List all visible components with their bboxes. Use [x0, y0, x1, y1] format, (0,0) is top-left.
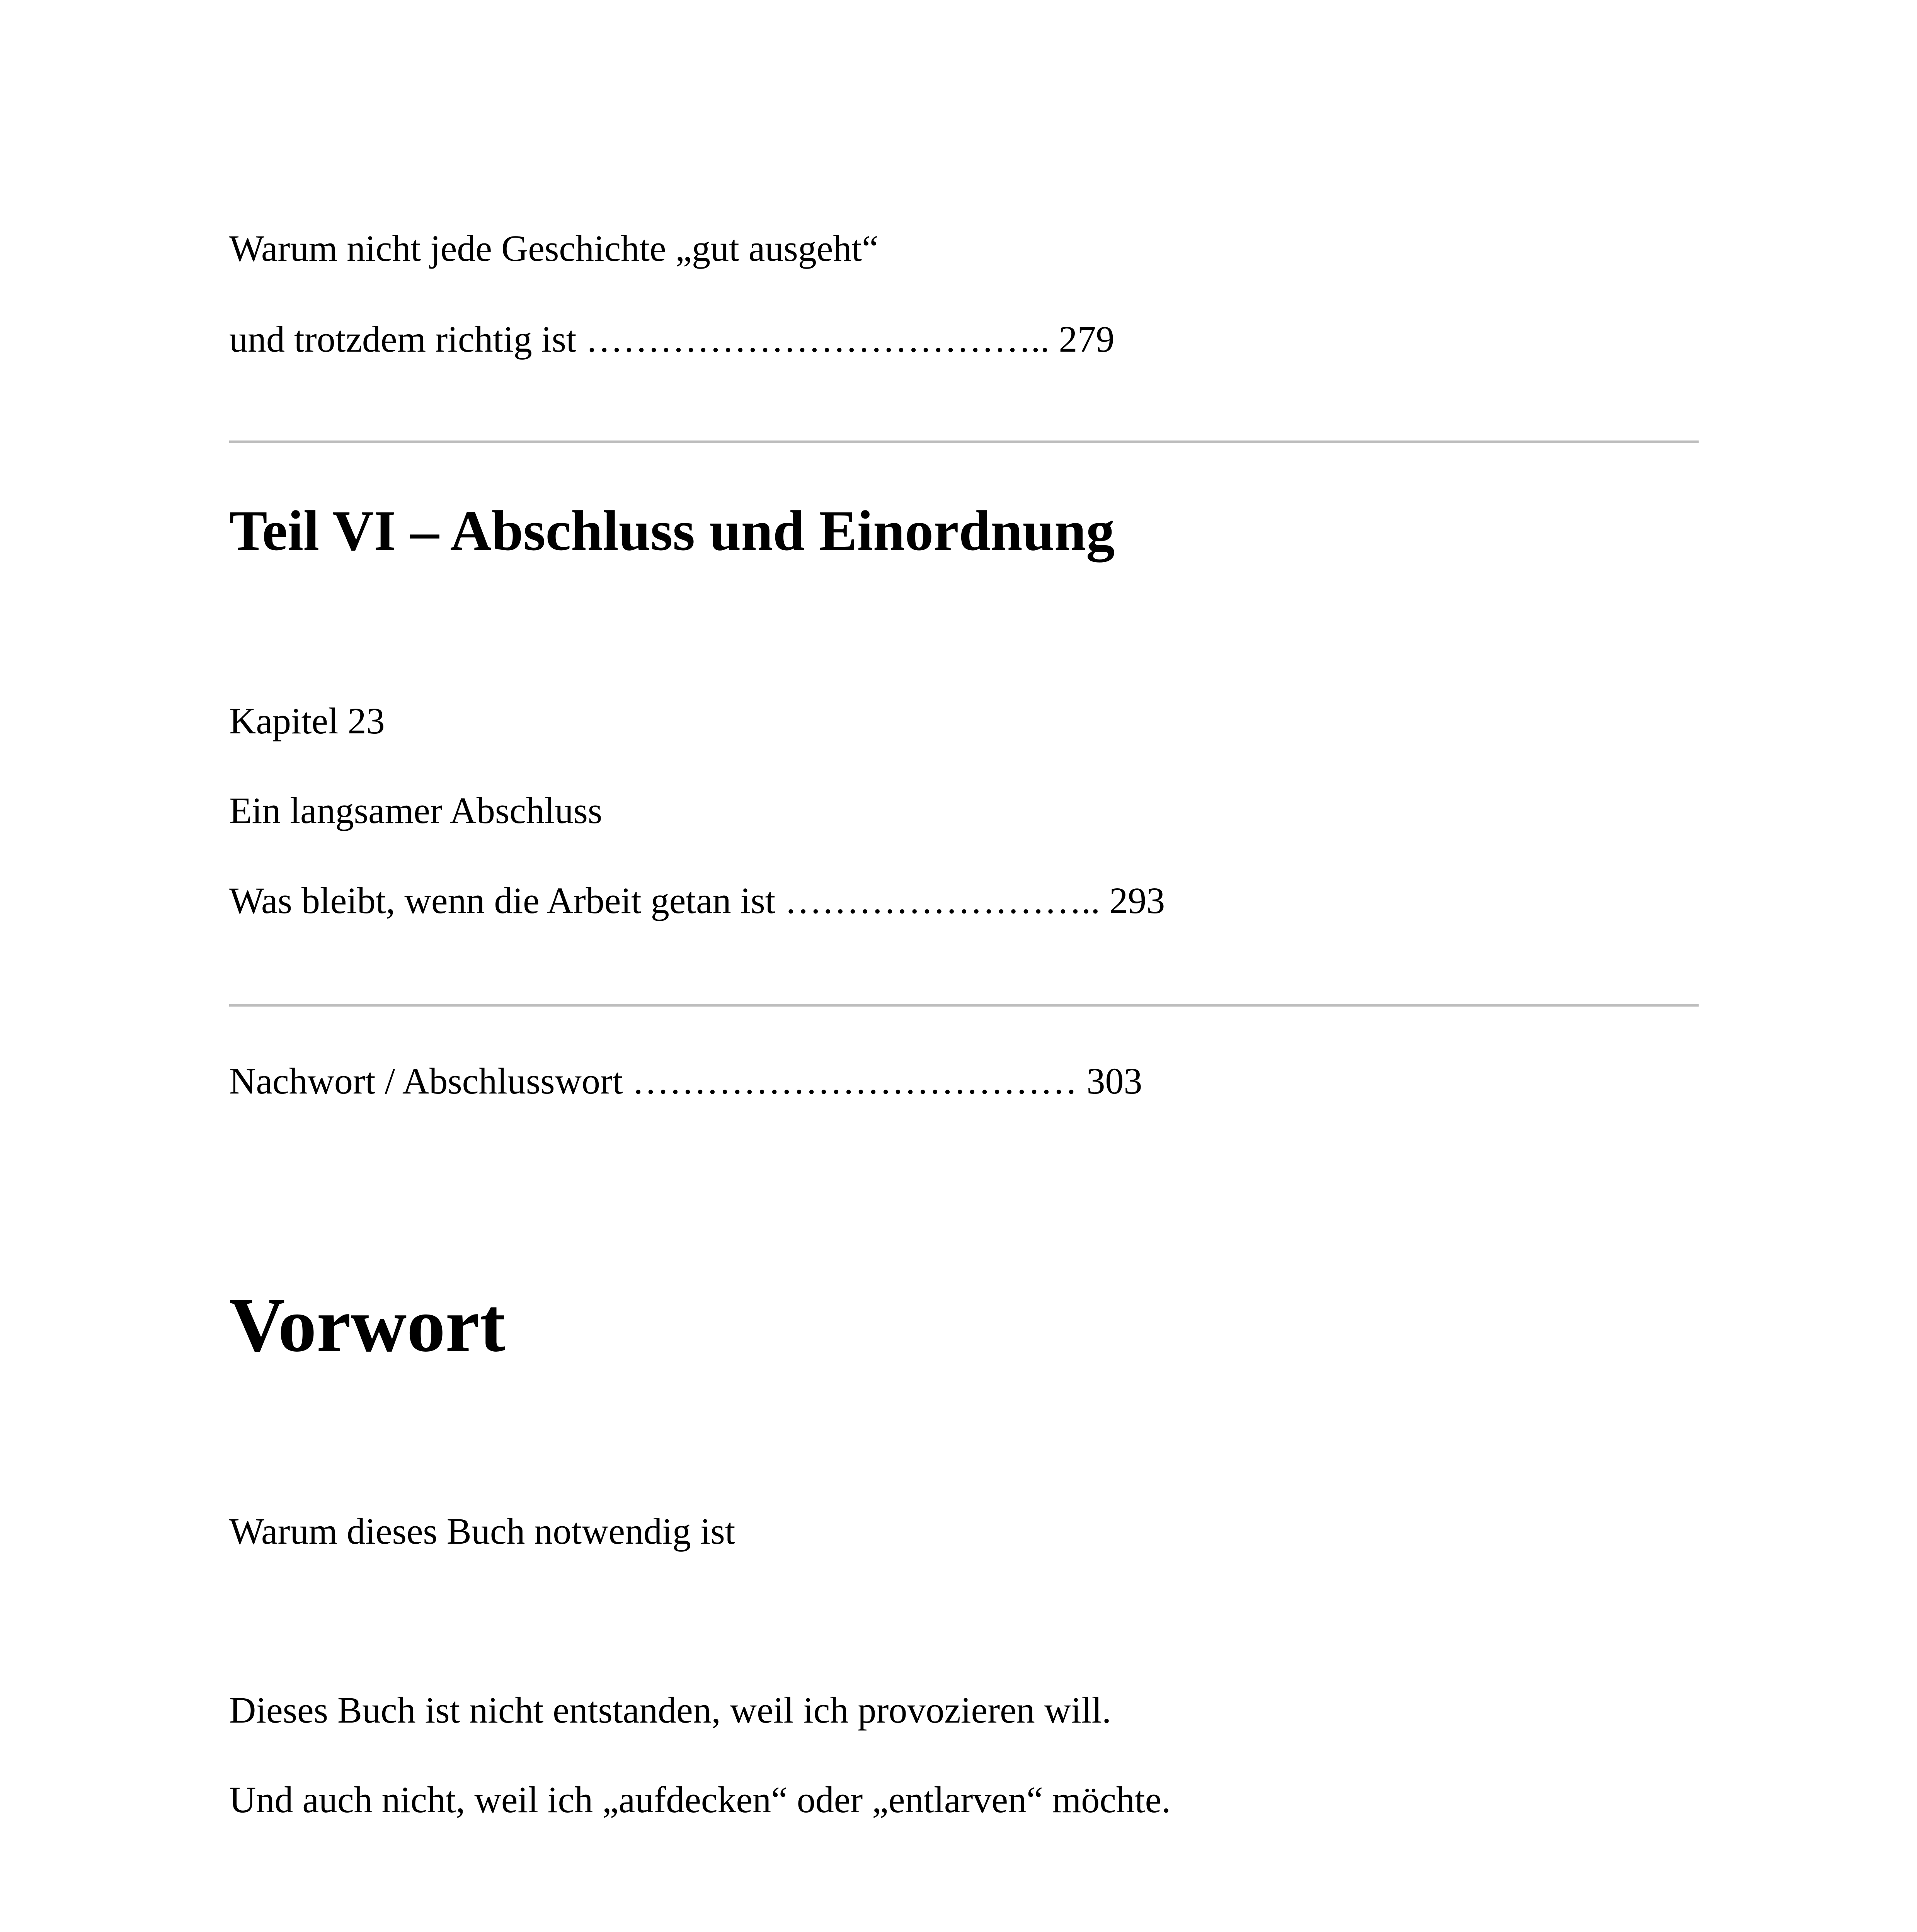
toc-entry-line: Nachwort / Abschlusswort ……………………………… 303 — [229, 1060, 1142, 1102]
chapter-label: Kapitel 23 — [229, 700, 385, 742]
toc-entry-line: und trotzdem richtig ist ……………………………….. 279 — [229, 318, 1115, 360]
part-heading: Teil VI – Abschluss und Einordnung — [229, 499, 1115, 563]
toc-entry-line: Was bleibt, wenn die Arbeit getan ist …………………….. 293 — [229, 880, 1165, 921]
section-divider — [229, 1004, 1699, 1007]
preface-subtitle: Warum dieses Buch notwendig ist — [229, 1510, 735, 1552]
paragraph: Und auch nicht, weil ich „aufdecken“ oder „entlarven“ möchte. — [229, 1779, 1171, 1820]
chapter-heading: Vorwort — [229, 1282, 506, 1368]
section-divider — [229, 440, 1699, 443]
paragraph: Dieses Buch ist nicht entstanden, weil ich provozieren will. — [229, 1689, 1112, 1731]
chapter-title: Ein langsamer Abschluss — [229, 790, 603, 831]
toc-entry-line: Warum nicht jede Geschichte „gut ausgeht“ — [229, 228, 878, 269]
